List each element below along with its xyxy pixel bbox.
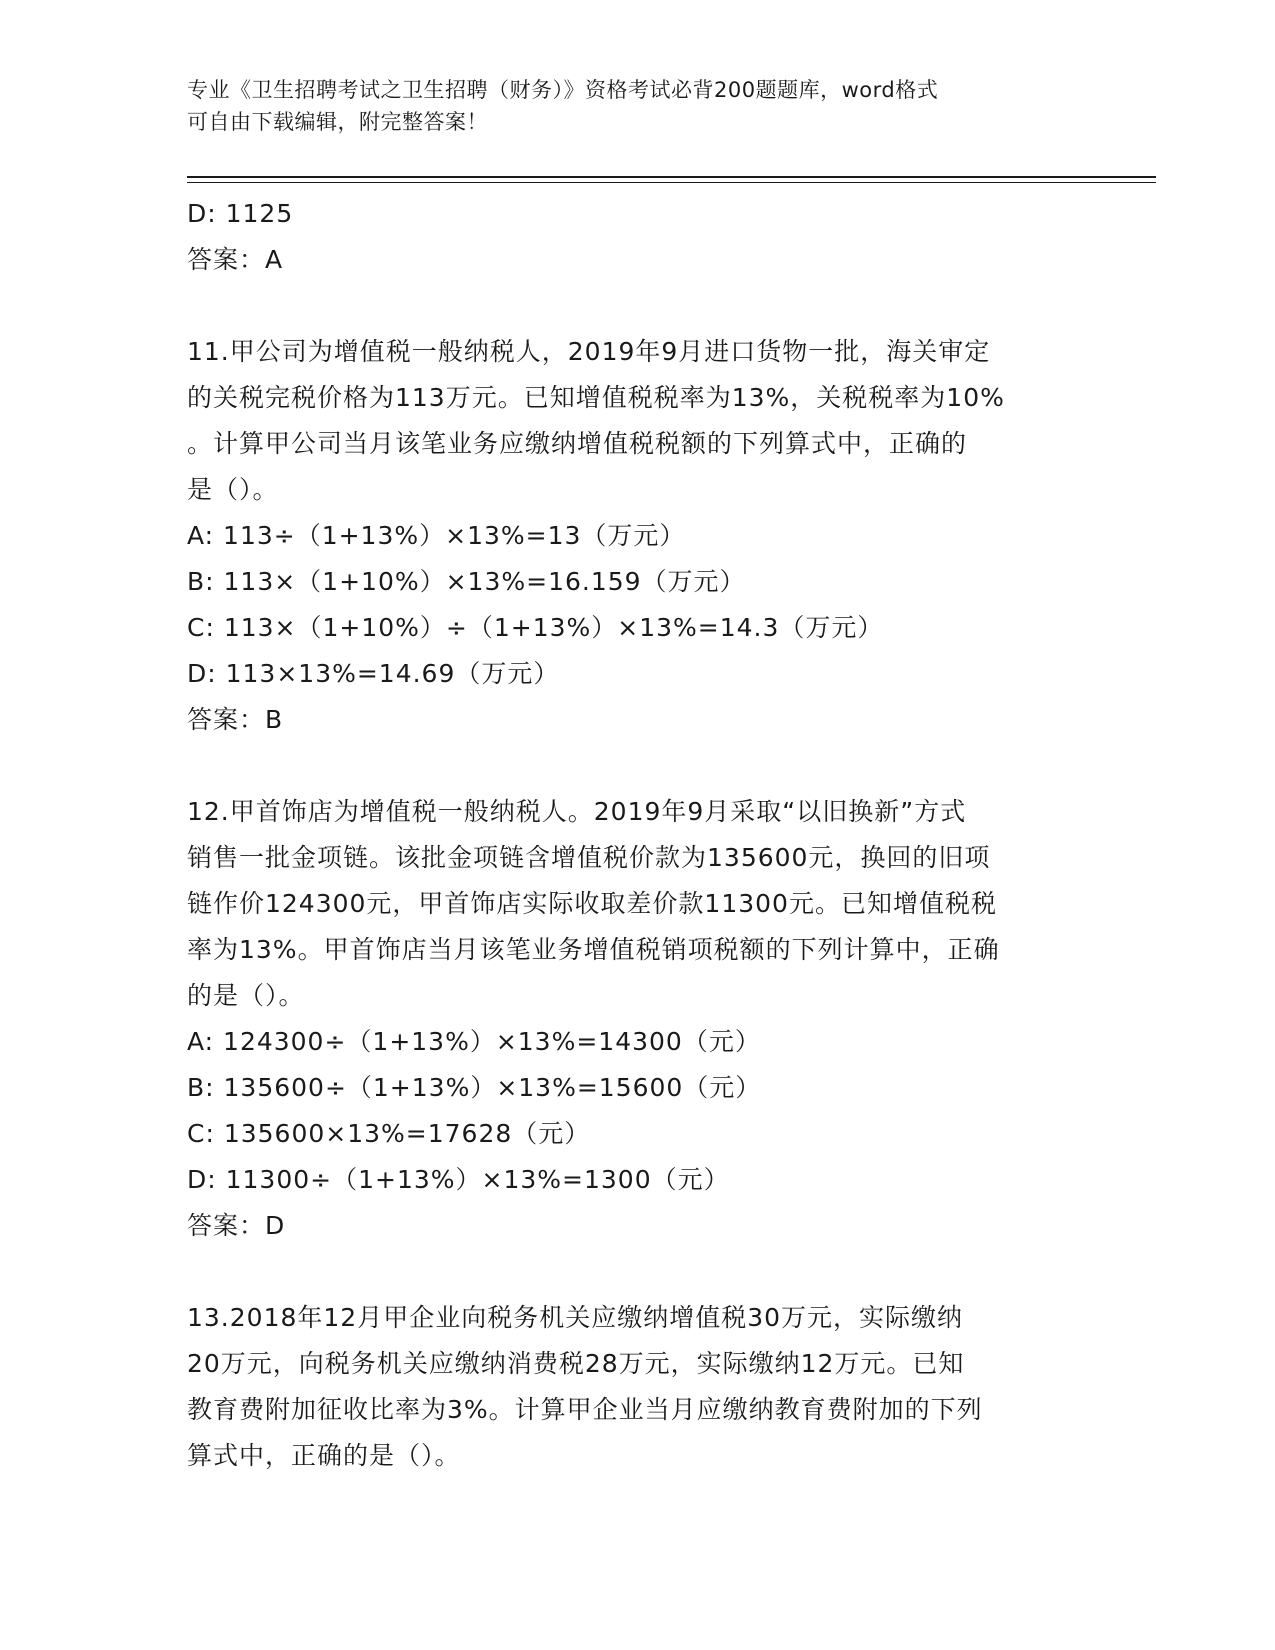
option-c: C: 113×（1+10%）÷（1+13%）×13%=14.3（万元） (187, 613, 884, 642)
question-stem-line: 教育费附加征收比率为3%。计算甲企业当月应缴纳教育费附加的下列 (187, 1395, 983, 1424)
option-c: C: 135600×13%=17628（元） (187, 1119, 591, 1148)
answer: 答案：B (187, 705, 284, 734)
option-b: B: 135600÷（1+13%）×13%=15600（元） (187, 1073, 762, 1102)
question-stem-line: 算式中，正确的是（）。 (187, 1441, 461, 1470)
header-rule-thick (187, 176, 1156, 178)
question-stem-line: 20万元，向税务机关应缴纳消费税28万元，实际缴纳12万元。已知 (187, 1349, 965, 1378)
question-stem-line: 。计算甲公司当月该笔业务应缴纳增值税税额的下列算式中，正确的 (187, 429, 968, 458)
option-a: A: 124300÷（1+13%）×13%=14300（元） (187, 1027, 761, 1056)
header-rule-thin (187, 182, 1156, 183)
header-title-line-2: 可自由下载编辑，附完整答案！ (187, 110, 488, 134)
question-11 (187, 329, 1087, 743)
option-a: A: 113÷（1+13%）×13%=13（万元） (187, 521, 686, 550)
option-b: B: 113×（1+10%）×13%=16.159（万元） (187, 567, 746, 596)
question-stem-line: 的是（）。 (187, 981, 305, 1010)
prev-answer: 答案：A (187, 245, 284, 274)
header-title-line-1: 专业《卫生招聘考试之卫生招聘（财务）》资格考试必背200题题库，word格式 (187, 78, 939, 102)
answer: 答案：D (187, 1211, 286, 1240)
question-stem-line: 销售一批金项链。该批金项链含增值税价款为135600元，换回的旧项 (187, 843, 991, 872)
spacer (187, 1249, 1087, 1295)
prev-option-d: D: 1125 (187, 199, 294, 228)
question-12 (187, 789, 1087, 1249)
question-stem-line: 13.2018年12月甲企业向税务机关应缴纳增值税30万元，实际缴纳 (187, 1303, 964, 1332)
question-stem-line: 率为13%。甲首饰店当月该笔业务增值税销项税额的下列计算中，正确 (187, 935, 1000, 964)
option-d: D: 113×13%=14.69（万元） (187, 659, 560, 688)
option-d: D: 11300÷（1+13%）×13%=1300（元） (187, 1165, 730, 1194)
question-stem-line: 12.甲首饰店为增值税一般纳税人。2019年9月采取“以旧换新”方式 (187, 797, 967, 826)
document-header (187, 74, 1087, 138)
spacer (187, 283, 1087, 329)
question-13 (187, 1295, 1087, 1479)
question-stem-line: 11.甲公司为增值税一般纳税人，2019年9月进口货物一批，海关审定 (187, 337, 991, 366)
question-stem-line: 链作价124300元，甲首饰店实际收取差价款11300元。已知增值税税 (187, 889, 997, 918)
question-content (187, 191, 1087, 1479)
question-stem-line: 是（）。 (187, 475, 279, 504)
spacer (187, 743, 1087, 789)
question-stem-line: 的关税完税价格为113万元。已知增值税税率为13%，关税税率为10% (187, 383, 1005, 412)
